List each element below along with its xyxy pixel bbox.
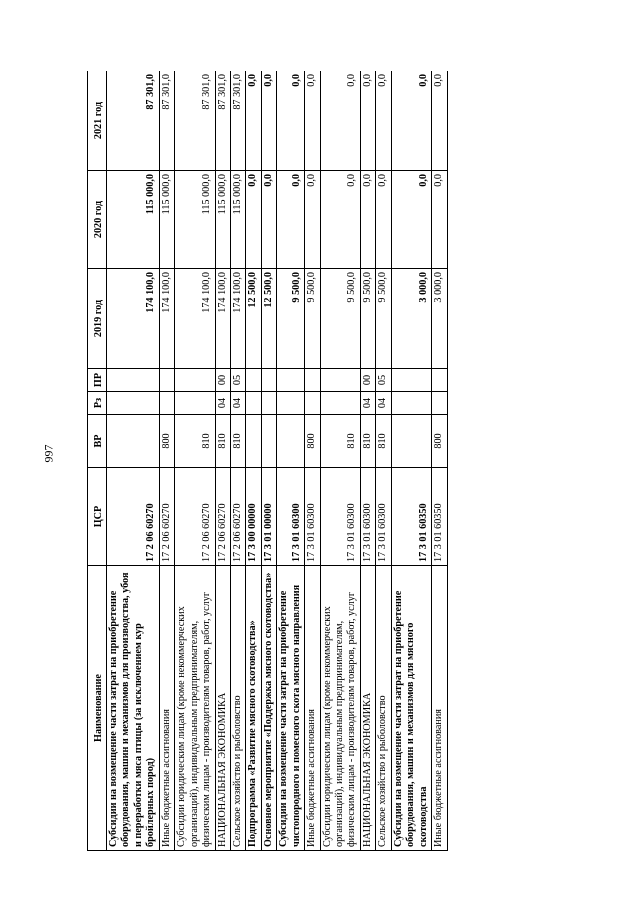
cell-pr (246, 369, 261, 392)
cell-rz (107, 392, 160, 415)
cell-y2021: 87 301,0 (175, 71, 215, 171)
cell-pr: 05 (230, 369, 245, 392)
cell-y2020: 115 000,0 (159, 171, 174, 269)
cell-y2020: 0,0 (391, 171, 431, 269)
cell-vr (107, 415, 160, 468)
table-row (360, 71, 375, 851)
cell-y2019: 174 100,0 (107, 269, 160, 369)
cell-name: Сельское хозяйство и рыболовство (376, 566, 391, 851)
cell-vr: 800 (159, 415, 174, 468)
cell-y2020: 115 000,0 (230, 171, 245, 269)
cell-y2021: 87 301,0 (230, 71, 245, 171)
cell-y2021: 0,0 (360, 71, 375, 171)
cell-y2021: 0,0 (320, 71, 360, 171)
cell-y2020: 0,0 (277, 171, 305, 269)
rotated-table-container (87, 71, 587, 851)
cell-y2019: 3 000,0 (391, 269, 431, 369)
cell-pr (277, 369, 305, 392)
header-name: Наименование (88, 566, 107, 851)
cell-y2020: 0,0 (360, 171, 375, 269)
cell-csr: 17 3 01 60350 (391, 468, 431, 566)
header-csr: ЦСР (88, 468, 107, 566)
cell-y2019: 9 500,0 (360, 269, 375, 369)
cell-name: Субсидии юридическим лицам (кроме некоммерческих организаций), индивидуальным предпринимателям, физическим лицам - производителям товаров, работ, услуг (320, 566, 360, 851)
cell-csr: 17 3 01 60300 (277, 468, 305, 566)
cell-y2019: 3 000,0 (432, 269, 447, 369)
cell-y2019: 174 100,0 (159, 269, 174, 369)
cell-y2020: 0,0 (376, 171, 391, 269)
cell-y2020: 0,0 (320, 171, 360, 269)
cell-y2020: 0,0 (261, 171, 276, 269)
cell-rz (277, 392, 305, 415)
cell-y2021: 0,0 (432, 71, 447, 171)
cell-pr: 00 (215, 369, 230, 392)
cell-rz: 04 (360, 392, 375, 415)
cell-rz (159, 392, 174, 415)
cell-y2019: 9 500,0 (320, 269, 360, 369)
cell-pr (305, 369, 320, 392)
table-row (391, 71, 431, 851)
cell-y2021: 87 301,0 (159, 71, 174, 171)
cell-vr (277, 415, 305, 468)
table-row (107, 71, 160, 851)
cell-pr (175, 369, 215, 392)
cell-rz (391, 392, 431, 415)
cell-vr: 810 (360, 415, 375, 468)
table-row (246, 71, 261, 851)
cell-y2021: 0,0 (261, 71, 276, 171)
table-row (175, 71, 215, 851)
cell-rz (305, 392, 320, 415)
cell-pr: 00 (360, 369, 375, 392)
cell-csr: 17 2 06 60270 (175, 468, 215, 566)
cell-vr: 810 (215, 415, 230, 468)
cell-csr: 17 3 01 60300 (305, 468, 320, 566)
cell-y2020: 0,0 (246, 171, 261, 269)
cell-rz (175, 392, 215, 415)
cell-csr: 17 2 06 60270 (159, 468, 174, 566)
header-2021: 2021 год (88, 71, 107, 171)
cell-pr (432, 369, 447, 392)
cell-y2019: 9 500,0 (277, 269, 305, 369)
cell-y2020: 115 000,0 (107, 171, 160, 269)
cell-name: НАЦИОНАЛЬНАЯ ЭКОНОМИКА (215, 566, 230, 851)
cell-vr: 800 (432, 415, 447, 468)
cell-vr (246, 415, 261, 468)
cell-csr: 17 3 01 60300 (376, 468, 391, 566)
cell-name: Иные бюджетные ассигнования (159, 566, 174, 851)
cell-csr: 17 2 06 60270 (230, 468, 245, 566)
table-row (159, 71, 174, 851)
cell-rz (320, 392, 360, 415)
header-2019: 2019 год (88, 269, 107, 369)
cell-vr: 810 (376, 415, 391, 468)
cell-rz (432, 392, 447, 415)
cell-rz: 04 (215, 392, 230, 415)
cell-y2019: 9 500,0 (305, 269, 320, 369)
table-row (432, 71, 447, 851)
cell-y2019: 12 500,0 (246, 269, 261, 369)
cell-y2021: 0,0 (376, 71, 391, 171)
cell-name: Субсидии юридическим лицам (кроме некоммерческих организаций), индивидуальным предпринимателям, физическим лицам - производителям товаров, работ, услуг (175, 566, 215, 851)
cell-name: НАЦИОНАЛЬНАЯ ЭКОНОМИКА (360, 566, 375, 851)
cell-pr (261, 369, 276, 392)
cell-y2019: 174 100,0 (230, 269, 245, 369)
cell-pr (320, 369, 360, 392)
table-row (215, 71, 230, 851)
table-body (107, 71, 448, 851)
table-row (277, 71, 305, 851)
table-row (320, 71, 360, 851)
cell-y2020: 115 000,0 (175, 171, 215, 269)
cell-y2019: 9 500,0 (376, 269, 391, 369)
cell-vr: 800 (305, 415, 320, 468)
cell-vr: 810 (230, 415, 245, 468)
cell-vr (391, 415, 431, 468)
cell-pr (159, 369, 174, 392)
table-header-row (88, 71, 107, 851)
cell-rz (246, 392, 261, 415)
budget-table (87, 71, 448, 851)
table-row (376, 71, 391, 851)
cell-y2021: 0,0 (277, 71, 305, 171)
cell-csr: 17 2 06 60270 (215, 468, 230, 566)
cell-name: Субсидии на возмещение части затрат на приобретение оборудования, машин и механизмов для мясного скотоводства (391, 566, 431, 851)
table-row (230, 71, 245, 851)
cell-name: Иные бюджетные ассигнования (432, 566, 447, 851)
cell-csr: 17 3 00 00000 (246, 468, 261, 566)
cell-name: Сельское хозяйство и рыболовство (230, 566, 245, 851)
cell-y2021: 0,0 (391, 71, 431, 171)
cell-rz (261, 392, 276, 415)
page-number: 997 (41, 444, 56, 463)
cell-csr: 17 2 06 60270 (107, 468, 160, 566)
header-vr: ВР (88, 415, 107, 468)
cell-name: Субсидии на возмещение части затрат на приобретение оборудования, машин и механизмов для производства, убоя и переработки мяса птицы (за исключением кур бройлерных пород) (107, 566, 160, 851)
header-pr: ПР (88, 369, 107, 392)
cell-pr (107, 369, 160, 392)
cell-csr: 17 3 01 60350 (432, 468, 447, 566)
header-rz: Рз (88, 392, 107, 415)
cell-pr (391, 369, 431, 392)
cell-csr: 17 3 01 60300 (320, 468, 360, 566)
table-row (261, 71, 276, 851)
header-2020: 2020 год (88, 171, 107, 269)
cell-y2021: 87 301,0 (107, 71, 160, 171)
cell-vr (261, 415, 276, 468)
cell-name: Иные бюджетные ассигнования (305, 566, 320, 851)
rotated-table-inner (87, 71, 587, 851)
cell-name: Основное мероприятие «Поддержка мясного скотоводства» (261, 566, 276, 851)
cell-csr: 17 3 01 60300 (360, 468, 375, 566)
table-row (305, 71, 320, 851)
cell-name: Подпрограмма «Развитие мясного скотоводства» (246, 566, 261, 851)
cell-y2019: 174 100,0 (175, 269, 215, 369)
cell-name: Субсидии на возмещение части затрат на приобретение чистопородного и помесного скота мясного направления (277, 566, 305, 851)
cell-y2020: 0,0 (432, 171, 447, 269)
cell-y2021: 0,0 (246, 71, 261, 171)
cell-y2021: 0,0 (305, 71, 320, 171)
cell-y2019: 12 500,0 (261, 269, 276, 369)
cell-y2020: 0,0 (305, 171, 320, 269)
cell-csr: 17 3 01 00000 (261, 468, 276, 566)
cell-y2021: 87 301,0 (215, 71, 230, 171)
cell-y2019: 174 100,0 (215, 269, 230, 369)
cell-vr: 810 (320, 415, 360, 468)
cell-vr: 810 (175, 415, 215, 468)
cell-pr: 05 (376, 369, 391, 392)
cell-y2020: 115 000,0 (215, 171, 230, 269)
cell-rz: 04 (230, 392, 245, 415)
cell-rz: 04 (376, 392, 391, 415)
